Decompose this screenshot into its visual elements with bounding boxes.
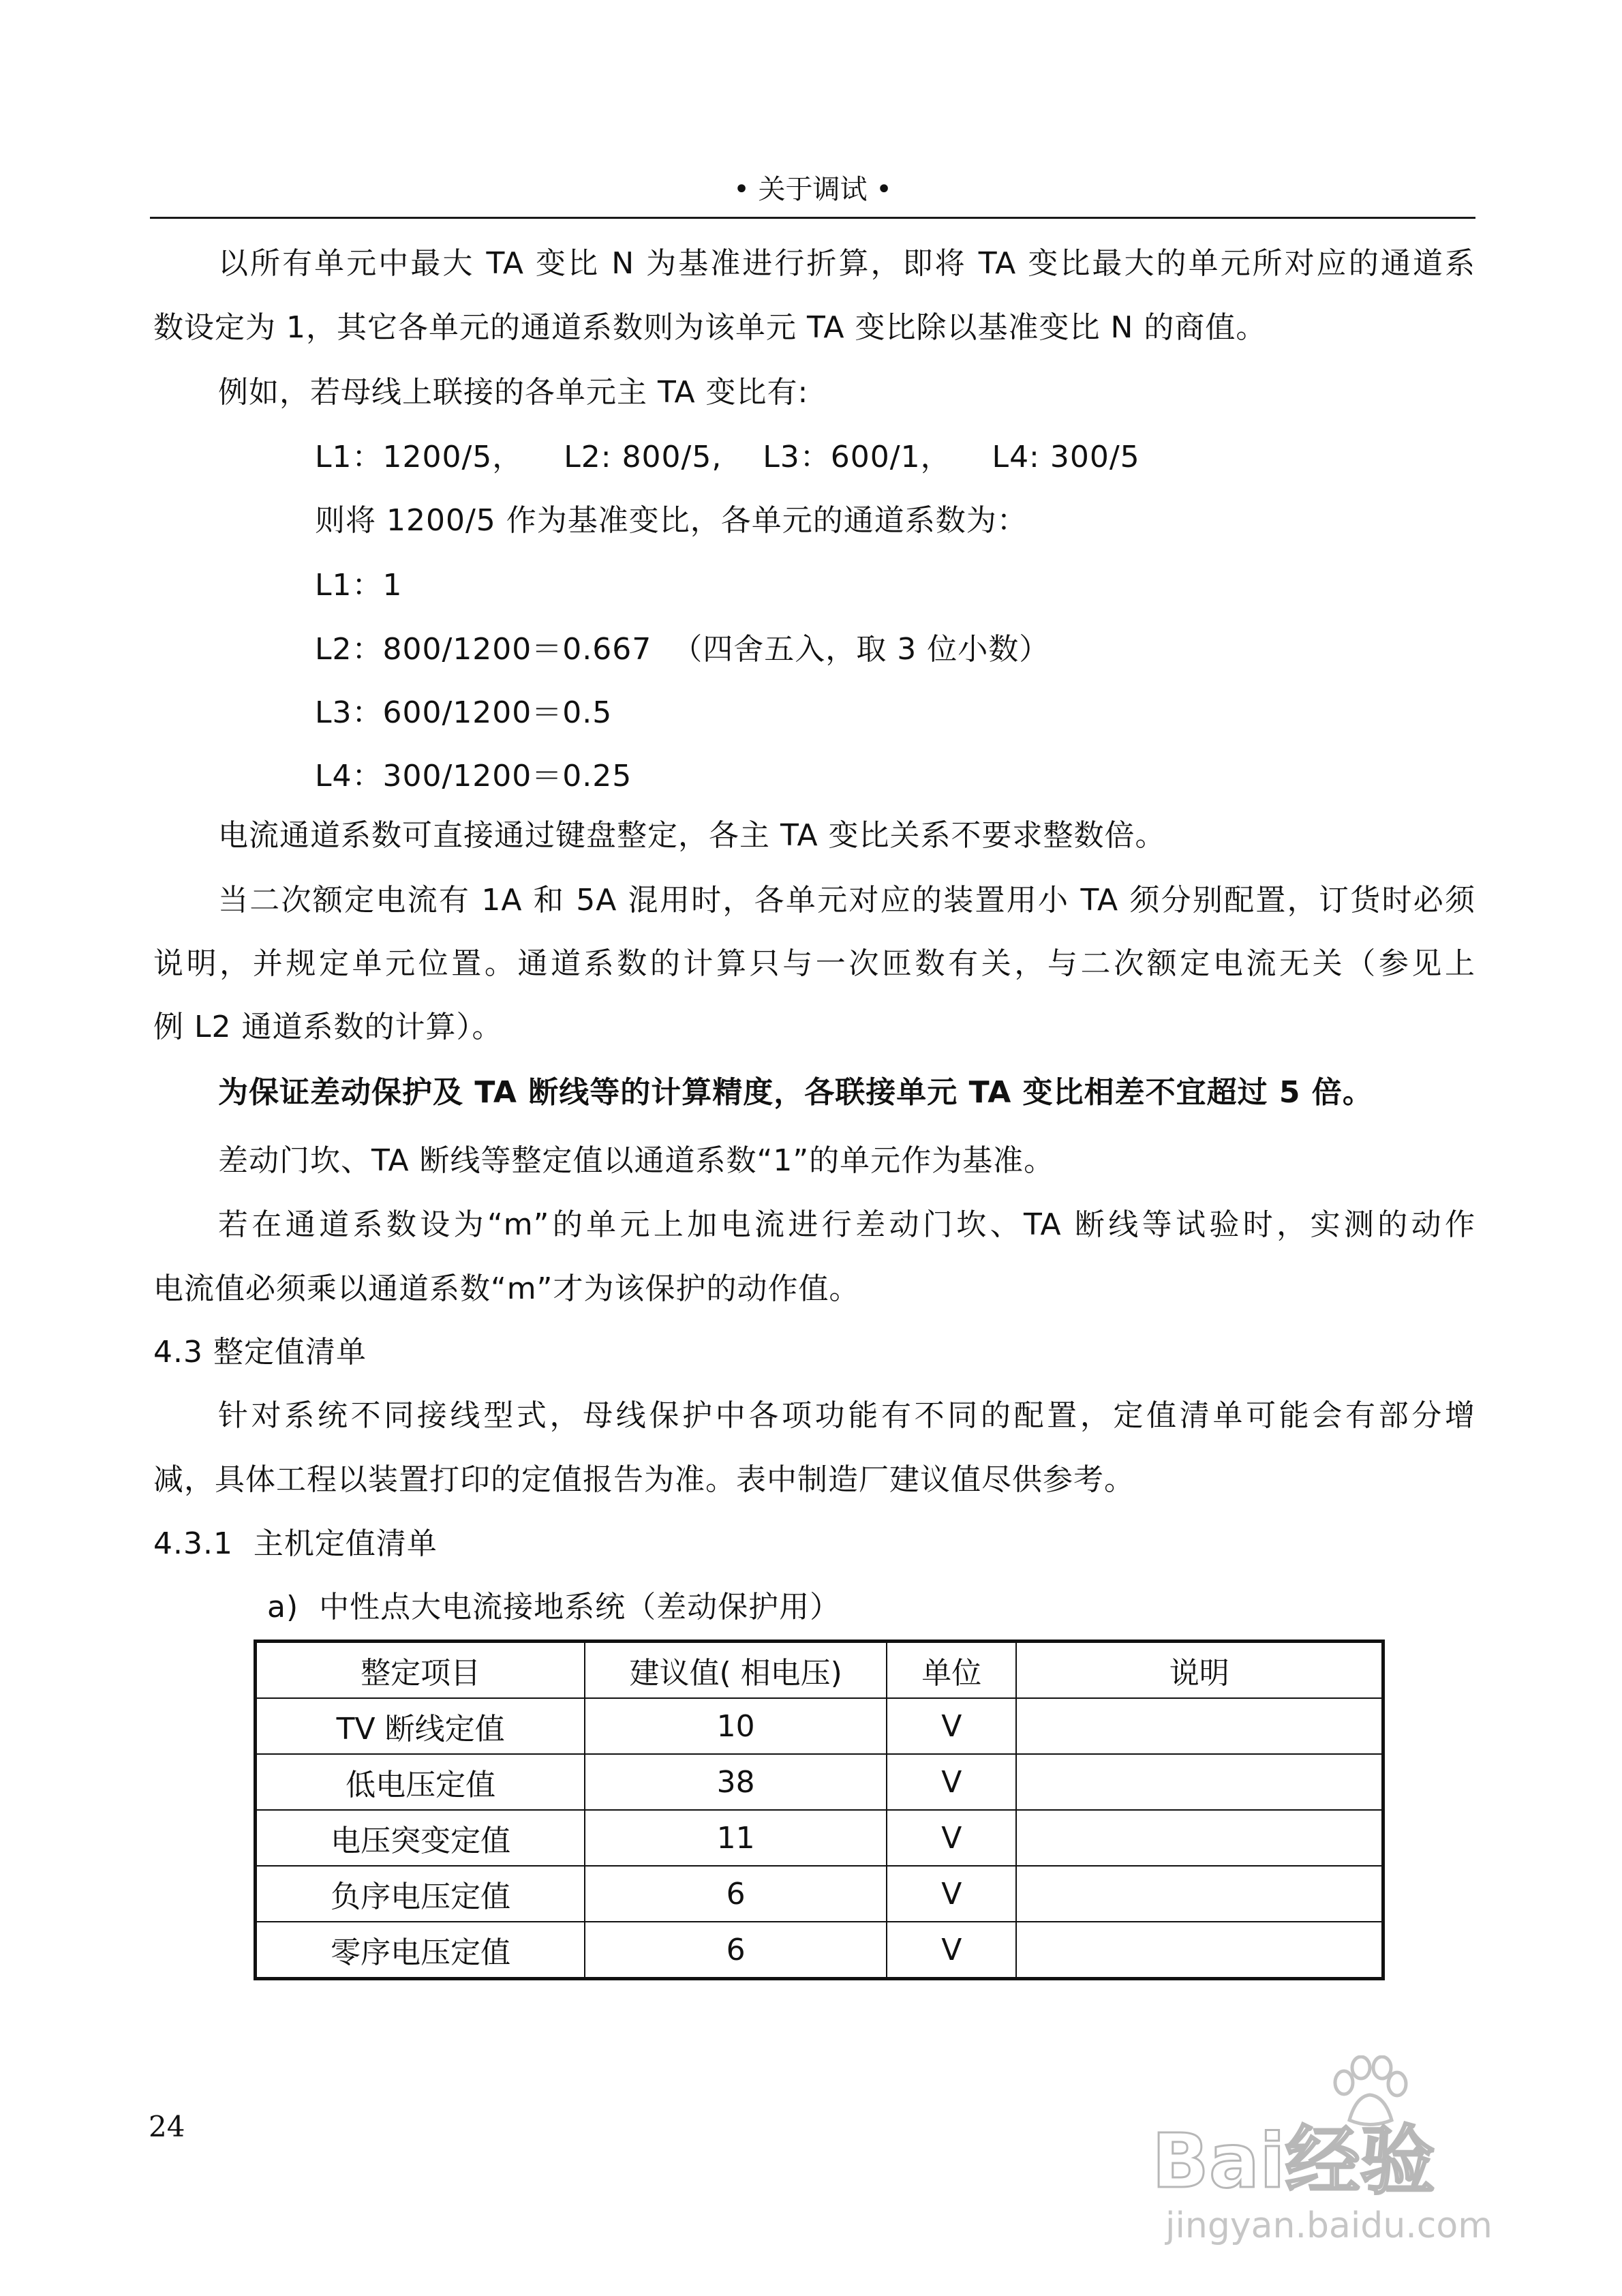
cell-unit: V bbox=[887, 1866, 1016, 1922]
paragraph-line: 当二次额定电流有 1A 和 5A 混用时，各单元对应的装置用小 TA 须分别配置，订货时必须 bbox=[218, 883, 1475, 918]
section-heading-4-3: 4.3 整定值清单 bbox=[153, 1335, 367, 1370]
cell-unit: V bbox=[887, 1754, 1016, 1810]
paragraph-line: 则将 1200/5 作为基准变比，各单元的通道系数为： bbox=[315, 503, 1028, 538]
cell-value: 38 bbox=[585, 1754, 887, 1810]
table-row bbox=[256, 1866, 1383, 1922]
running-header: • 关于调试 • bbox=[733, 174, 892, 205]
cell-item: 负序电压定值 bbox=[256, 1866, 585, 1922]
cell-note bbox=[1016, 1866, 1383, 1922]
paragraph-line: 说明，并规定单元位置。通道系数的计算只与一次匝数有关，与二次额定电流无关（参见上 bbox=[153, 946, 1475, 981]
cell-item: TV 断线定值 bbox=[256, 1698, 585, 1754]
cell-item: 电压突变定值 bbox=[256, 1810, 585, 1866]
header-suggested-value: 建议值( 相电压) bbox=[585, 1642, 887, 1699]
cell-unit: V bbox=[887, 1922, 1016, 1979]
header-unit: 单位 bbox=[887, 1642, 1016, 1699]
cell-value: 11 bbox=[585, 1810, 887, 1866]
cell-value: 6 bbox=[585, 1922, 887, 1979]
watermark-url: jingyan.baidu.com bbox=[1165, 2205, 1493, 2246]
coefficient-l2: L2：800/1200＝0.667 （四舍五入，取 3 位小数） bbox=[315, 632, 1050, 667]
cell-item: 零序电压定值 bbox=[256, 1922, 585, 1979]
cell-value: 10 bbox=[585, 1698, 887, 1754]
cell-unit: V bbox=[887, 1810, 1016, 1866]
header-setting-item: 整定项目 bbox=[256, 1642, 585, 1699]
table-row bbox=[256, 1810, 1383, 1866]
paragraph-line: 若在通道系数设为“m”的单元上加电流进行差动门坎、TA 断线等试验时，实测的动作 bbox=[218, 1207, 1475, 1242]
table-row bbox=[256, 1698, 1383, 1754]
page-number: 24 bbox=[149, 2110, 185, 2143]
cell-note bbox=[1016, 1810, 1383, 1866]
paragraph-line: 电流值必须乘以通道系数“m”才为该保护的动作值。 bbox=[153, 1271, 860, 1306]
paragraph-line: 电流通道系数可直接通过键盘整定，各主 TA 变比关系不要求整数倍。 bbox=[218, 818, 1166, 853]
coefficient-l1: L1：1 bbox=[315, 568, 403, 603]
header-description: 说明 bbox=[1016, 1642, 1383, 1699]
paragraph-line: 针对系统不同接线型式，母线保护中各项功能有不同的配置，定值清单可能会有部分增 bbox=[218, 1398, 1475, 1433]
paragraph-line: 以所有单元中最大 TA 变比 N 为基准进行折算，即将 TA 变比最大的单元所对应的通道系 bbox=[218, 246, 1475, 281]
table-header-row bbox=[256, 1642, 1383, 1699]
paragraph-line: 减，具体工程以装置打印的定值报告为准。表中制造厂建议值尽供参考。 bbox=[153, 1462, 1135, 1497]
baidu-jingyan-watermark bbox=[1124, 2055, 1533, 2260]
section-heading-4-3-1: 4.3.1 主机定值清单 bbox=[153, 1526, 438, 1561]
cell-item: 低电压定值 bbox=[256, 1754, 585, 1810]
paragraph-line: 例 L2 通道系数的计算）。 bbox=[153, 1010, 503, 1044]
emphasis-note: 为保证差动保护及 TA 断线等的计算精度，各联接单元 TA 变比相差不宜超过 5 倍。 bbox=[218, 1075, 1373, 1110]
paragraph-line: 例如，若母线上联接的各单元主 TA 变比有: bbox=[218, 375, 809, 410]
watermark-logo-text: Bai经验 bbox=[1152, 2117, 1435, 2205]
cell-note bbox=[1016, 1754, 1383, 1810]
header-rule bbox=[150, 217, 1475, 219]
coefficient-l4: L4：300/1200＝0.25 bbox=[315, 759, 632, 794]
cell-unit: V bbox=[887, 1698, 1016, 1754]
paragraph-line: 差动门坎、TA 断线等整定值以通道系数“1”的单元作为基准。 bbox=[218, 1143, 1055, 1178]
settings-table bbox=[254, 1640, 1385, 1980]
ratio-list: L1：1200/5， L2: 800/5, L3：600/1， L4: 300/5 bbox=[315, 440, 1140, 474]
cell-note bbox=[1016, 1922, 1383, 1979]
table-row bbox=[256, 1754, 1383, 1810]
coefficient-l3: L3：600/1200＝0.5 bbox=[315, 695, 613, 730]
table-row bbox=[256, 1922, 1383, 1979]
cell-value: 6 bbox=[585, 1866, 887, 1922]
paragraph-line: 数设定为 1，其它各单元的通道系数则为该单元 TA 变比除以基准变比 N 的商值。 bbox=[153, 310, 1267, 345]
table-caption: a) 中性点大电流接地系统（差动保护用） bbox=[267, 1590, 841, 1625]
cell-note bbox=[1016, 1698, 1383, 1754]
